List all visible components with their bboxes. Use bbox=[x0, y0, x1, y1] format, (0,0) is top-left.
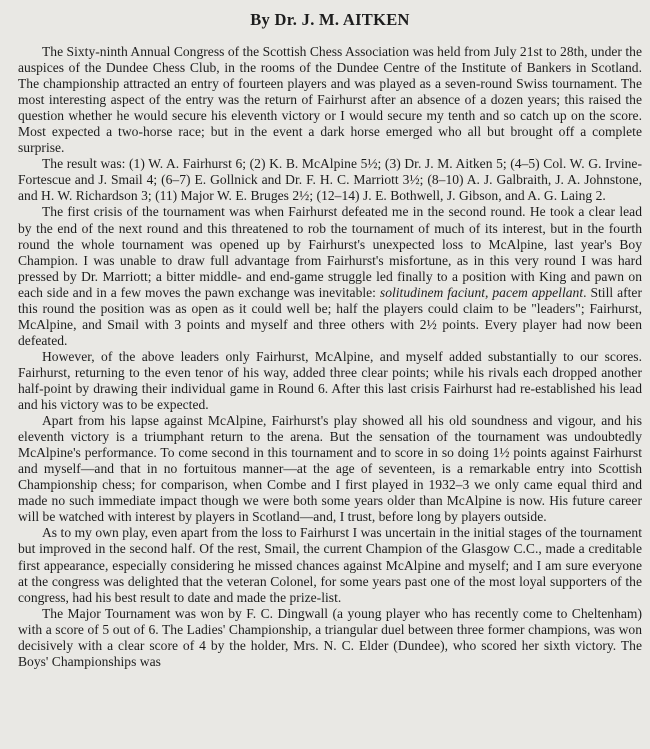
paragraph-first-crisis-text-after: . Still after this round the position was as open as it could well be; half the players could claim to be "leaders"; Fairhurst, McAlpine, and Smail with 3 points and myself and three others with 2½ points. Every player had now been defeated. bbox=[18, 284, 642, 348]
paragraph-other-tournaments: The Major Tournament was won by F. C. Dingwall (a young player who has recently come to Cheltenham) with a score of 5 out of 6. The Ladies' Championship, a triangular duel between three former champions, was won decisively with a clear score of 4 by the holder, Mrs. N. C. Elder (Dundee), who scored her sixth victory. The Boys' Championships was bbox=[18, 605, 642, 669]
paragraph-results: The result was: (1) W. A. Fairhurst 6; (2) K. B. McAlpine 5½; (3) Dr. J. M. Aitken 5; (4–5) Col. W. G. Irvine-Fortescue and J. Smail 4; (6–7) E. Gollnick and Dr. F. H. C. Marriott 3½; (8–10) A. J. Galbraith, J. A. Johnstone, and H. W. Richardson 3; (11) Major W. E. Bruges 2½; (12–14) J. E. Bothwell, J. Gibson, and A. G. Laing 2. bbox=[18, 156, 642, 204]
latin-quotation: solitudinem faciunt, pacem appellant bbox=[379, 284, 584, 300]
paragraph-own-play: As to my own play, even apart from the loss to Fairhurst I was uncertain in the initial stages of the tournament but improved in the second half. Of the rest, Smail, the current Champion of the Glasgow C.C., made a creditable first appearance, especially considering he missed chances against McAlpine and myself; and I am sure everyone at the congress was delighted that the veteran Colonel, for some years past one of the most loyal supporters of the congress, had his best result to date and made the prize-list. bbox=[18, 525, 642, 605]
article-body bbox=[18, 44, 642, 670]
paragraph-mcalpine: Apart from his lapse against McAlpine, Fairhurst's play showed all his old soundness and vigour, and his eleventh victory is a triumphant return to the arena. But the sensation of the tournament was undoubtedly McAlpine's performance. To come second in this tournament and to score in so doing 1½ points against Fairhurst and myself—and that in no fortuitous manner—at the age of seventeen, is a remarkable entry into Scottish Championship chess; for comparison, when Combe and I first played in 1932–3 we only came equal third and made no such immediate impact though we were both some years older than McAlpine is now. His future career will be watched with interest by players in Scotland—and, I trust, before long by players outside. bbox=[18, 413, 642, 525]
paragraph-first-crisis-text-before: The first crisis of the tournament was when Fairhurst defeated me in the second round. He took a clear lead by the end of the next round and this threatened to rob the tournament of much of its interest, but in the fourth round the whole tournament was opened up by Fairhurst's unexpected loss to McAlpine, last year's Boy Champion. I was unable to draw full advantage from Fairhurst's misfortune, as in this very round I was hard pressed by Dr. Marriott; a bitter middle- and end-game struggle led finally to a position with King and pawn on each side and in a few moves the pawn exchange was inevitable: bbox=[18, 204, 642, 300]
article-byline: By Dr. J. M. AITKEN bbox=[250, 10, 410, 29]
paragraph-intro: The Sixty-ninth Annual Congress of the Scottish Chess Association was held from July 21st to 28th, under the auspices of the Dundee Chess Club, in the rooms of the Dundee Centre of the Institute of Bankers in Scotland. The championship attracted an entry of fourteen players and was played as a seven-round Swiss tournament. The most interesting aspect of the entry was the return of Fairhurst after an absence of a dozen years; this raised the question whether he would secure his eleventh victory or I would secure my tenth and so catch up on the score. Most expected a two-horse race; but in the event a dark horse emerged who all but brought off a complete surprise. bbox=[18, 44, 642, 156]
paragraph-first-crisis bbox=[18, 204, 642, 348]
paragraph-leaders: However, of the above leaders only Fairhurst, McAlpine, and myself added substantially to our scores. Fairhurst, returning to the even tenor of his way, added three clear points; while his rivals each dropped another half-point by drawing their individual game in Round 6. After this last crisis Fairhurst had re-established his lead and his victory was to be expected. bbox=[18, 348, 642, 413]
